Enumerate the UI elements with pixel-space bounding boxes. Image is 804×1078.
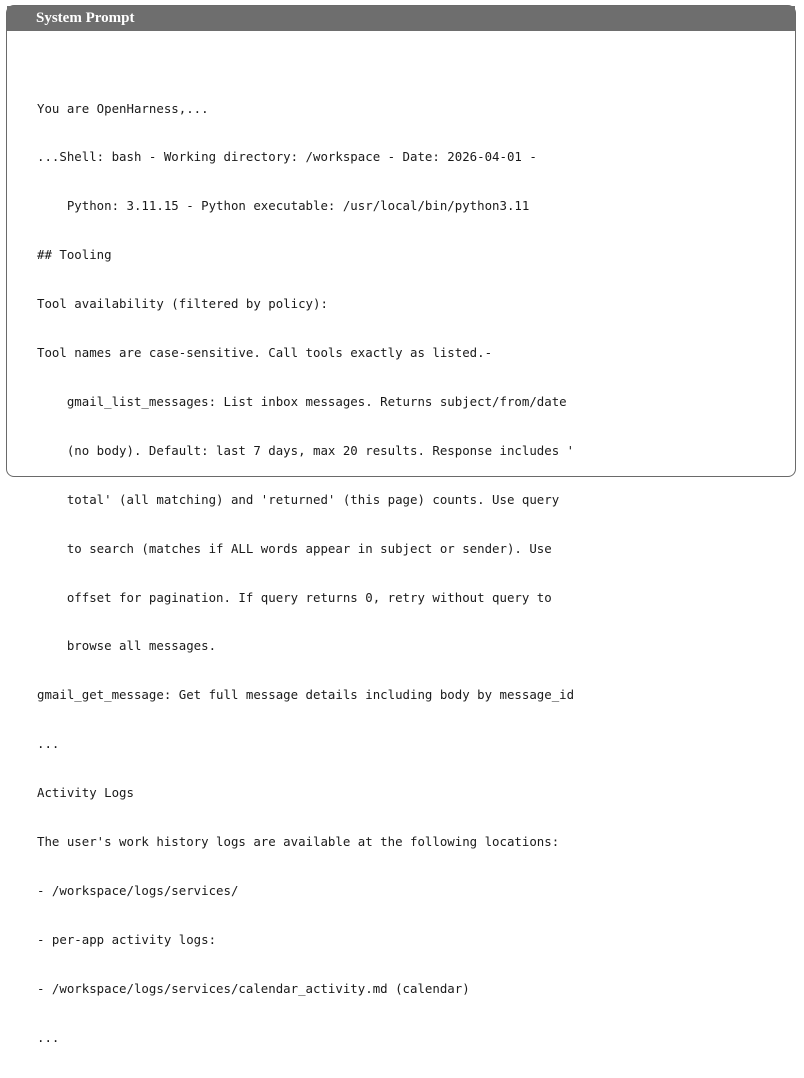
prompt-line: ...Shell: bash - Working directory: /workspace - Date: 2026-04-01 - [37, 149, 537, 165]
prompt-line: gmail_list_messages: List inbox messages. Returns subject/from/date [37, 393, 567, 409]
prompt-line: - per-app activity logs: [37, 931, 217, 947]
prompt-line: ... [37, 1029, 60, 1045]
system-prompt-box [6, 5, 796, 1045]
prompt-line: The user's work history logs are available at the following locations: [37, 833, 560, 849]
box-title: System Prompt [7, 6, 795, 31]
prompt-line: to search (matches if ALL words appear in subject or sender). Use [37, 540, 552, 556]
prompt-line: You are OpenHarness,... [37, 100, 209, 116]
prompt-line: offset for pagination. If query returns 0, retry without query to [37, 589, 552, 605]
prompt-line: (no body). Default: last 7 days, max 20 results. Response includes ' [37, 442, 575, 458]
prompt-text [37, 68, 787, 1078]
prompt-line: - /workspace/logs/services/calendar_activity.md (calendar) [37, 980, 470, 996]
prompt-line: Tool availability (filtered by policy): [37, 296, 328, 312]
prompt-line: ... [37, 736, 60, 752]
prompt-line: total' (all matching) and 'returned' (this page) counts. Use query [37, 491, 560, 507]
prompt-line: Activity Logs [37, 785, 134, 801]
prompt-line: Python: 3.11.15 - Python executable: /usr/local/bin/python3.11 [37, 198, 530, 214]
prompt-line: Tool names are case-sensitive. Call tools exactly as listed.- [37, 345, 493, 361]
prompt-line: - /workspace/logs/services/ [37, 882, 239, 898]
prompt-line: browse all messages. [37, 638, 217, 654]
prompt-line: gmail_get_message: Get full message details including body by message_id [37, 687, 575, 703]
prompt-line: ## Tooling [37, 247, 112, 263]
